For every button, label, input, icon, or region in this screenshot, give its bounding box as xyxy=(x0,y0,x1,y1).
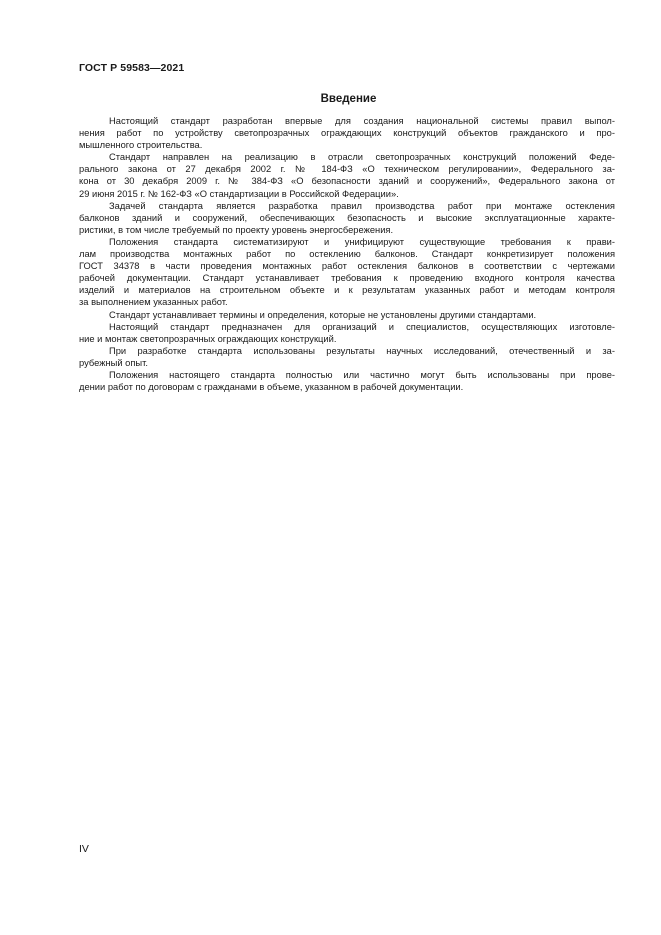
document-body xyxy=(79,115,615,393)
paragraph xyxy=(79,200,615,236)
paragraph-line: 29 июня 2015 г. № 162-ФЗ «О стандартизации в Российской Федерации». xyxy=(79,188,399,199)
paragraph-line: нения работ по устройству светопрозрачных ограждающих конструкций объектов гражданского и про- xyxy=(79,128,615,139)
paragraph-line: Стандарт направлен на реализацию в отрасли светопрозрачных конструкций положений Феде- xyxy=(109,152,615,163)
paragraph-line: Стандарт устанавливает термины и определения, которые не установлены другими стандартами. xyxy=(109,309,537,320)
page-number: IV xyxy=(79,843,89,855)
paragraph-line: рального закона от 27 декабря 2002 г. № 184-ФЗ «О техническом регулировании», Федерального за- xyxy=(79,164,615,175)
section-title: Введение xyxy=(320,93,377,105)
paragraph-line: балконов зданий и сооружений, обеспечивающих безопасность и высокие эксплуатационные характе- xyxy=(79,212,615,223)
paragraph-line: изделий и материалов на строительном объекте и к результатам указанных работ и методам контроля xyxy=(79,285,615,296)
paragraph-line: кона от 30 декабря 2009 г. № 384-ФЗ «О безопасности зданий и сооружений», Федерального закона от xyxy=(79,176,615,187)
paragraph-line: ГОСТ 34378 в части проведения монтажных работ остекления балконов в соответствии с чертежами xyxy=(79,261,615,272)
paragraph-line: Настоящий стандарт предназначен для организаций и специалистов, осуществляющих изготовле- xyxy=(109,321,615,332)
paragraph xyxy=(79,321,615,345)
paragraph-line: При разработке стандарта использованы результаты научных исследований, отечественный и за- xyxy=(109,345,615,356)
paragraph-line: Положения настоящего стандарта полностью или частично могут быть использованы при прове- xyxy=(109,369,615,380)
paragraph-line: Положения стандарта систематизируют и унифицируют существующие требования к прави- xyxy=(109,236,615,247)
paragraph-line: Настоящий стандарт разработан впервые для создания национальной системы правил выпол- xyxy=(109,116,615,126)
paragraph-line: ристики, в том числе требуемый по проекту уровень энергосбережения. xyxy=(79,224,394,235)
paragraph-line: рубежный опыт. xyxy=(79,357,148,368)
paragraph xyxy=(79,345,615,369)
paragraph-line: Задачей стандарта является разработка правил производства работ при монтаже остекления xyxy=(109,200,615,211)
paragraph xyxy=(79,115,615,151)
paragraph-line: рабочей документации. Стандарт устанавливает требования к проведению входного контроля качества xyxy=(79,273,615,284)
paragraph-line: дении работ по договорам с гражданами в объеме, указанном в рабочей документации. xyxy=(79,382,464,393)
paragraph xyxy=(79,309,615,321)
paragraph-line: за выполнением указанных работ. xyxy=(79,297,228,308)
standard-code-header: ГОСТ Р 59583—2021 xyxy=(79,62,185,74)
paragraph-line: мышленного строительства. xyxy=(79,140,203,151)
paragraph xyxy=(79,369,615,393)
paragraph-line: лам производства монтажных работ по остеклению балконов. Стандарт конкретизирует положения xyxy=(79,249,615,260)
paragraph xyxy=(79,151,615,199)
paragraph xyxy=(79,236,615,309)
paragraph-line: ние и монтаж светопрозрачных ограждающих конструкций. xyxy=(79,333,337,344)
